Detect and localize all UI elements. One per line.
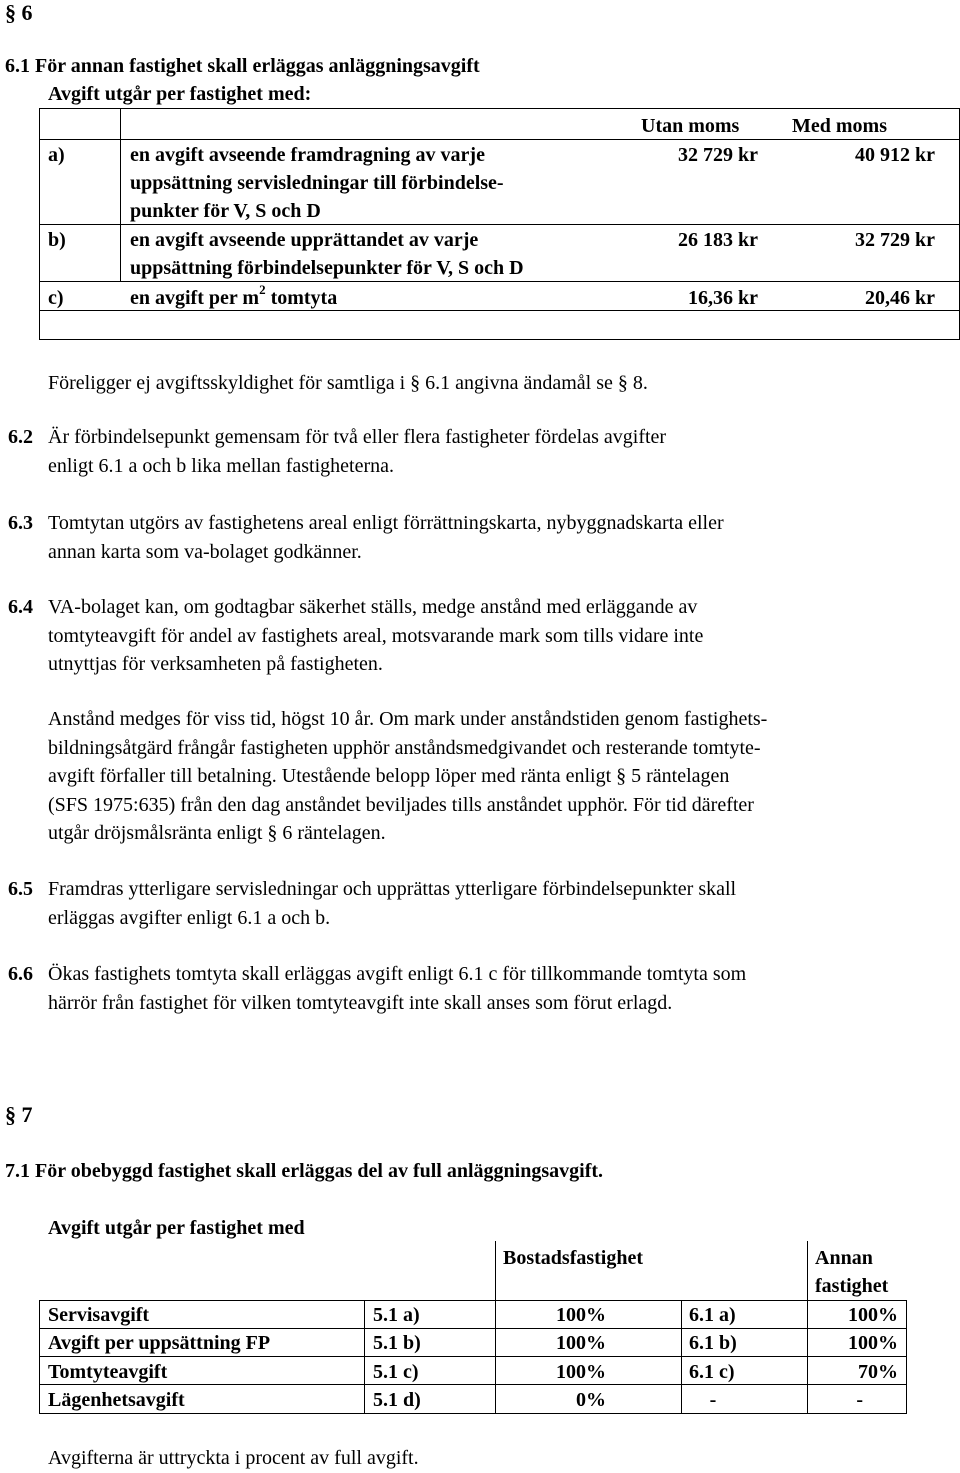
- paragraph-6-6: 6.6 Ökas fastighets tomtyta skall erläggas avgift enligt 6.1 c för tillkommande tomtyta som härrör från fastighet för vilken tomtyteavgift inte skall anses som förut erlagd.: [8, 963, 747, 1014]
- paragraph-6-3: 6.3 Tomtytan utgörs av fastighetens areal enligt förrättningskarta, nybyggnadskarta eller annan karta som va-bolaget godkänner.: [8, 512, 724, 563]
- table-footnote: Avgifterna är uttryckta i procent av full avgift.: [48, 1447, 419, 1469]
- paragraph-6-1-subtitle: Avgift utgår per fastighet med:: [48, 83, 312, 105]
- section-6-heading: § 6: [5, 0, 33, 25]
- paragraph-6-4: 6.4 VA-bolaget kan, om godtagbar säkerhet ställs, medge anstånd med erläggande av tomtyteavgift för andel av fastighets areal, motsvarande mark som tills vidare inte utnyttjas för verksamheten på fastigheten.: [8, 596, 704, 675]
- note-text: Föreligger ej avgiftsskyldighet för samtliga i § 6.1 angivna ändamål se § 8.: [48, 372, 648, 394]
- column-header-bostadsfastighet: Bostadsfastighet: [503, 1247, 644, 1269]
- paragraph-7-1-title: 7.1 För obebyggd fastighet skall erläggas del av full anläggningsavgift.: [5, 1160, 604, 1182]
- column-header-fastighet: fastighet: [815, 1275, 889, 1297]
- paragraph-6-5: 6.5 Framdras ytterligare servisledningar och upprättas ytterligare förbindelsepunkter skall erläggas avgifter enligt 6.1 a och b.: [8, 878, 737, 929]
- column-header-med-moms: Med moms: [792, 115, 887, 137]
- column-header-utan-moms: Utan moms: [641, 115, 740, 137]
- paragraph-6-1-title: 6.1 För annan fastighet skall erläggas anläggningsavgift: [5, 55, 480, 77]
- table-2-subheading: Avgift utgår per fastighet med: [48, 1217, 305, 1239]
- paragraph-6-2: 6.2 Är förbindelsepunkt gemensam för två eller flera fastigheter fördelas avgifter enligt 6.1 a och b lika mellan fastigheterna.: [8, 426, 667, 477]
- section-7-heading: § 7: [5, 1102, 33, 1127]
- column-header-annan: Annan: [815, 1247, 873, 1269]
- paragraph-6-4-continued: Anstånd medges för viss tid, högst 10 år. Om mark under anståndstiden genom fastighets- bildningsåtgärd frångår fastigheten upphör anståndsmedgivandet och resterande tomtyte- avgift förfaller till betalning. Utestående belopp löper med ränta enligt § 5 räntelagen (SFS 1975:635) från den dag anståndet beviljades tills anståndet upphör. För tid därefter utgår dröjsmålsränta enligt § 6 räntelagen.: [48, 708, 768, 844]
